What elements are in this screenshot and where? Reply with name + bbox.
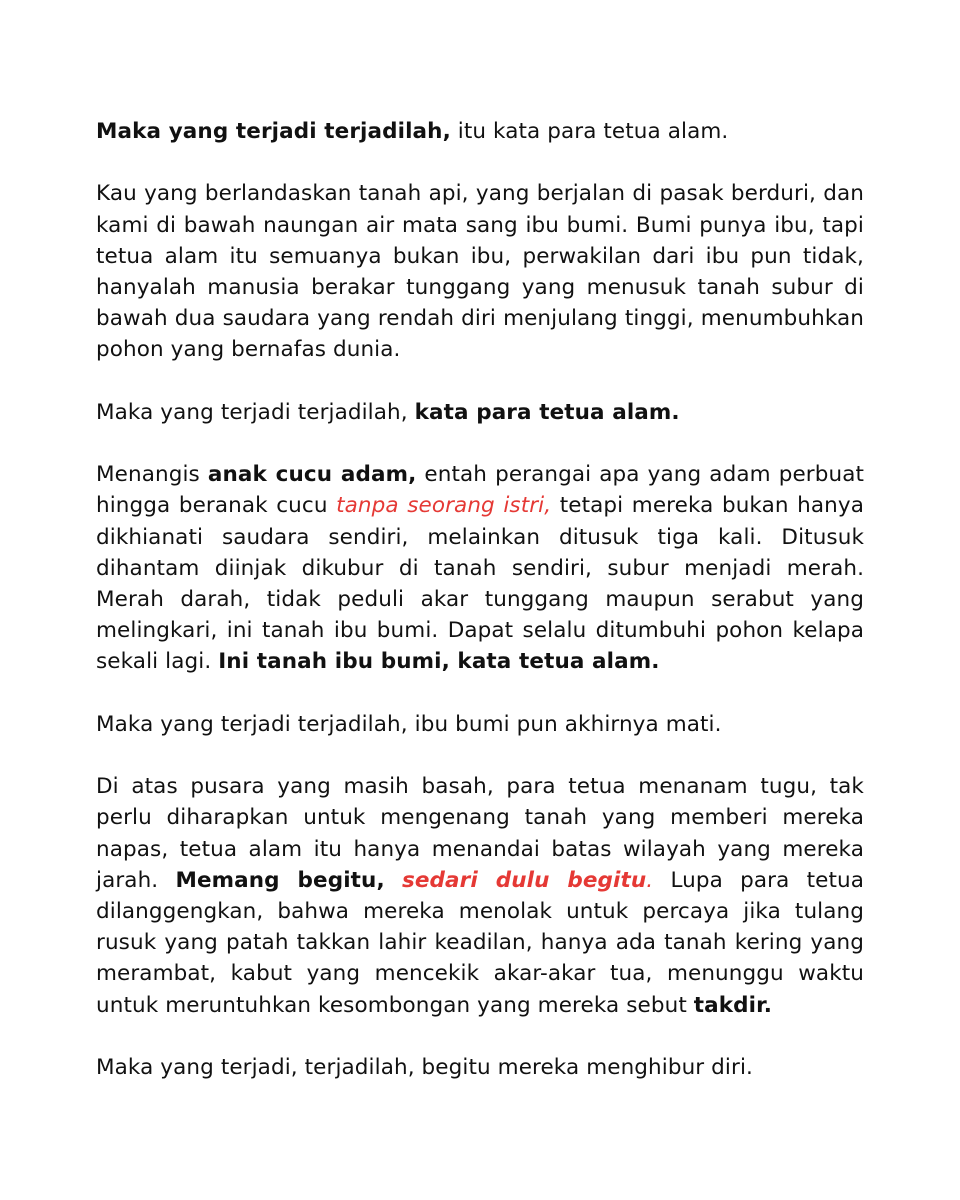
paragraph-1-bold-lead: Maka yang terjadi terjadilah, xyxy=(96,119,451,144)
paragraph-3 xyxy=(96,397,864,428)
document-body xyxy=(96,116,864,1114)
paragraph-6 xyxy=(96,771,864,1021)
paragraph-1 xyxy=(96,116,864,147)
paragraph-6-red-bold-italic: sedari dulu begitu xyxy=(401,867,647,893)
paragraph-2-text: Kau yang berlandaskan tanah api, yang berjalan di pasak berduri, dan kami di bawah naungan air mata sang ibu bumi. Bumi punya ibu, tapi tetua alam itu semuanya bukan ibu, perwakilan dari ibu pun tidak, hanyalah manusia berakar tunggang yang menusuk tanah subur di bawah dua saudara yang rendah diri menjulang tinggi, menumbuhkan pohon yang bernafas dunia. xyxy=(96,181,864,363)
paragraph-4 xyxy=(96,459,864,677)
paragraph-4-text-3: tetapi mereka bukan hanya dikhianati saudara sendiri, melainkan ditusuk tiga kali. Ditusuk dihantam diinjak dikubur di tanah sendiri, subur menjadi merah. Merah darah, tidak peduli akar tunggang maupun serabut yang melingkari, ini tanah ibu bumi. Dapat selalu ditumbuhi pohon kelapa sekali lagi. xyxy=(96,493,864,675)
paragraph-1-text: itu kata para tetua alam. xyxy=(450,119,729,144)
paragraph-4-bold-1: anak cucu adam, xyxy=(207,462,417,488)
paragraph-6-text-1: Di atas pusara yang masih basah, para tetua menanam tugu, tak perlu diharapkan untuk mengenang tanah yang memberi mereka napas, tetua alam itu hanya menandai batas wilayah yang mereka jarah. xyxy=(96,774,864,893)
paragraph-4-text-2: entah perangai apa yang adam perbuat hingga beranak cucu xyxy=(96,462,864,519)
paragraph-6-text-3: Lupa para tetua dilanggengkan, bahwa mereka menolak untuk percaya jika tulang rusuk yang patah takkan lahir keadilan, hanya ada tanah kering yang merambat, kabut yang mencekik akar-akar tua, menunggu waktu untuk meruntuhkan kesombongan yang mereka sebut xyxy=(96,867,864,1018)
paragraph-6-text-2 xyxy=(385,868,402,893)
paragraph-4-red-italic: tanpa seorang istri, xyxy=(336,493,552,519)
paragraph-7 xyxy=(96,1052,864,1083)
paragraph-5 xyxy=(96,709,864,740)
paragraph-3-text: Maka yang terjadi terjadilah, xyxy=(96,399,415,425)
paragraph-5-text: Maka yang terjadi terjadilah, ibu bumi pun akhirnya mati. xyxy=(96,711,722,737)
paragraph-6-bold-1: Memang begitu, xyxy=(175,867,385,893)
paragraph-4-bold-2: Ini tanah ibu bumi, kata tetua alam. xyxy=(218,649,660,675)
paragraph-2 xyxy=(96,178,864,365)
paragraph-6-red-period: . xyxy=(646,867,654,893)
paragraph-7-text: Maka yang terjadi, terjadilah, begitu mereka menghibur diri. xyxy=(96,1055,753,1080)
paragraph-4-text-1: Menangis xyxy=(96,462,208,488)
paragraph-3-bold-tail: kata para tetua alam. xyxy=(414,399,680,425)
paragraph-6-bold-2: takdir. xyxy=(693,992,773,1018)
